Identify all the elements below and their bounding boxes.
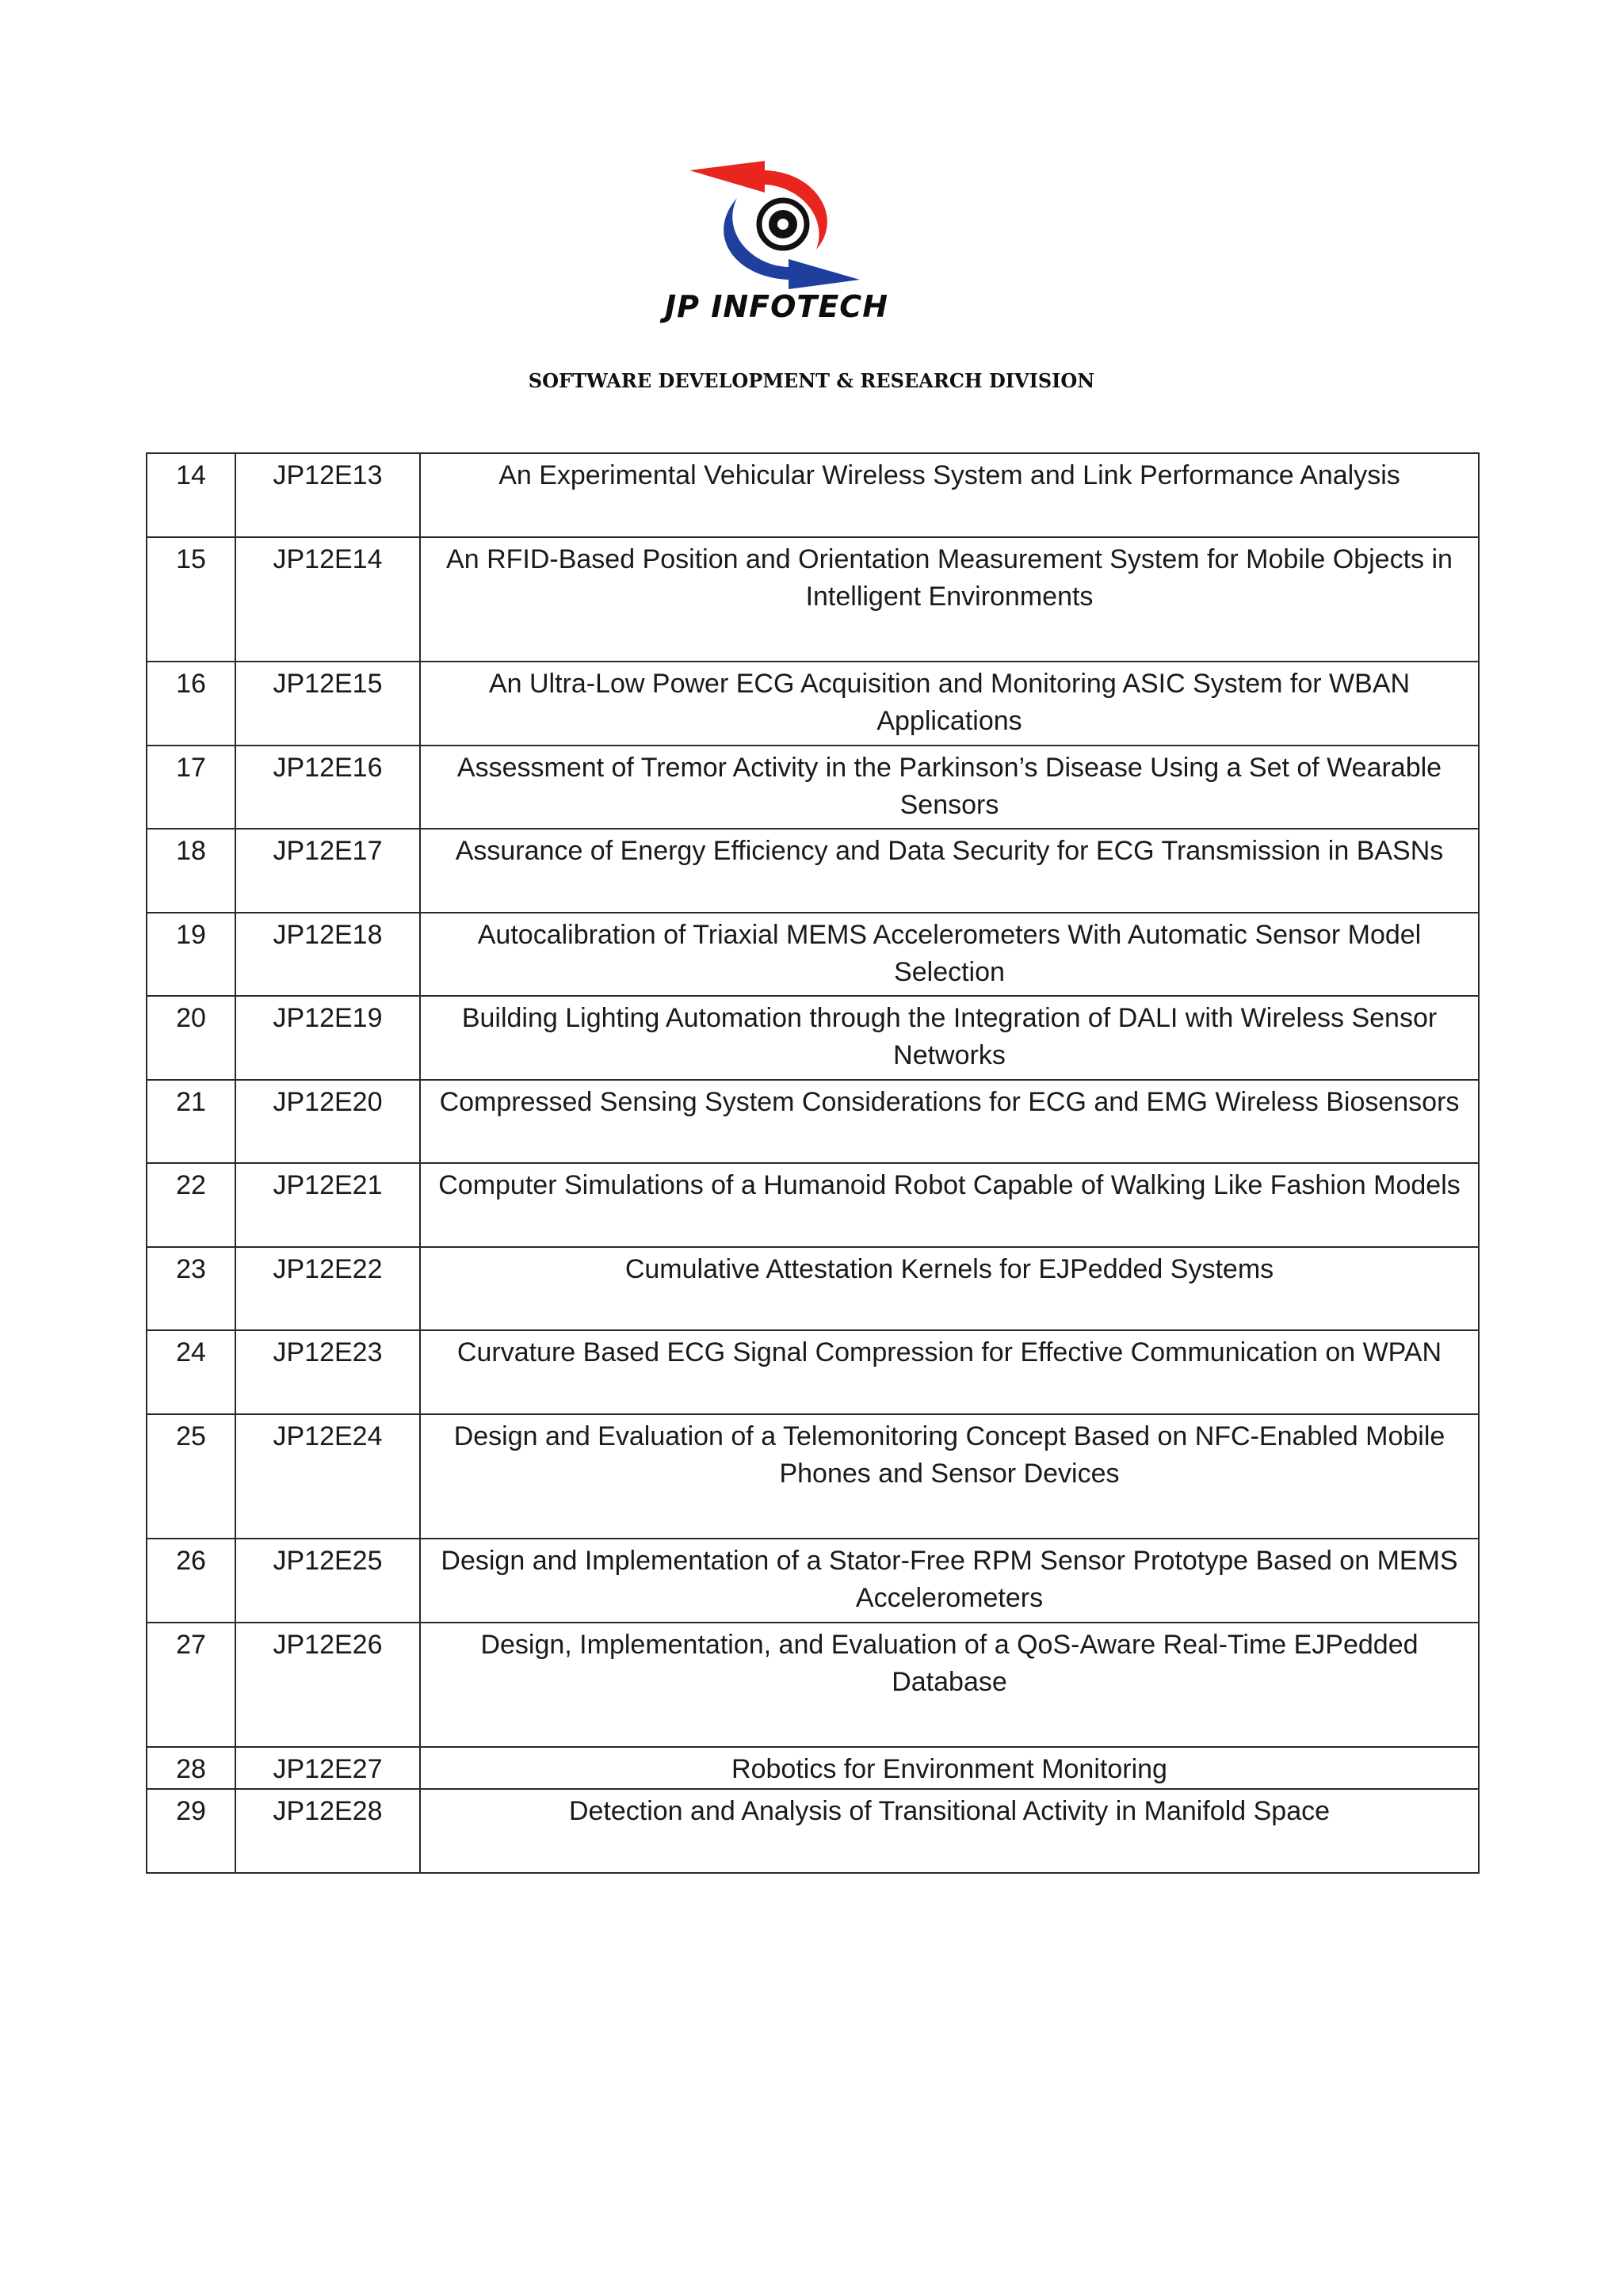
project-title: An Ultra-Low Power ECG Acquisition and Monitoring ASIC System for WBAN Applications bbox=[420, 662, 1479, 746]
table-row bbox=[147, 1539, 1479, 1623]
project-code: JP12E27 bbox=[235, 1747, 420, 1789]
serial-number: 16 bbox=[147, 662, 235, 746]
table-row bbox=[147, 662, 1479, 746]
project-title: Building Lighting Automation through the Integration of DALI with Wireless Sensor Networks bbox=[420, 996, 1479, 1080]
project-code: JP12E17 bbox=[235, 829, 420, 913]
serial-number: 24 bbox=[147, 1330, 235, 1414]
project-table bbox=[146, 452, 1480, 1874]
project-title: Computer Simulations of a Humanoid Robot Capable of Walking Like Fashion Models bbox=[420, 1163, 1479, 1247]
project-title: Autocalibration of Triaxial MEMS Accelerometers With Automatic Sensor Model Selection bbox=[420, 913, 1479, 996]
project-code: JP12E25 bbox=[235, 1539, 420, 1623]
project-code: JP12E23 bbox=[235, 1330, 420, 1414]
table-row bbox=[147, 829, 1479, 913]
project-title: Robotics for Environment Monitoring bbox=[420, 1747, 1479, 1789]
project-code: JP12E18 bbox=[235, 913, 420, 996]
project-code: JP12E28 bbox=[235, 1789, 420, 1873]
project-title: Curvature Based ECG Signal Compression for Effective Communication on WPAN bbox=[420, 1330, 1479, 1414]
serial-number: 22 bbox=[147, 1163, 235, 1247]
serial-number: 28 bbox=[147, 1747, 235, 1789]
serial-number: 23 bbox=[147, 1247, 235, 1330]
table-row bbox=[147, 1747, 1479, 1789]
serial-number: 18 bbox=[147, 829, 235, 913]
table-row bbox=[147, 746, 1479, 829]
table-row bbox=[147, 1163, 1479, 1247]
project-title: Design, Implementation, and Evaluation of a QoS-Aware Real-Time EJPedded Database bbox=[420, 1623, 1479, 1747]
table-row bbox=[147, 453, 1479, 537]
table-row bbox=[147, 996, 1479, 1080]
project-title: Detection and Analysis of Transitional Activity in Manifold Space bbox=[420, 1789, 1479, 1873]
project-code: JP12E13 bbox=[235, 453, 420, 537]
project-code: JP12E14 bbox=[235, 537, 420, 662]
project-code: JP12E21 bbox=[235, 1163, 420, 1247]
project-code: JP12E20 bbox=[235, 1080, 420, 1163]
table-row bbox=[147, 913, 1479, 996]
logo-emblem-icon bbox=[658, 154, 896, 289]
serial-number: 25 bbox=[147, 1414, 235, 1539]
project-title: Assurance of Energy Efficiency and Data Security for ECG Transmission in BASNs bbox=[420, 829, 1479, 913]
serial-number: 14 bbox=[147, 453, 235, 537]
serial-number: 17 bbox=[147, 746, 235, 829]
serial-number: 19 bbox=[147, 913, 235, 996]
table-row bbox=[147, 1330, 1479, 1414]
project-title: An Experimental Vehicular Wireless System and Link Performance Analysis bbox=[420, 453, 1479, 537]
serial-number: 26 bbox=[147, 1539, 235, 1623]
serial-number: 15 bbox=[147, 537, 235, 662]
serial-number: 27 bbox=[147, 1623, 235, 1747]
serial-number: 29 bbox=[147, 1789, 235, 1873]
project-title: Design and Evaluation of a Telemonitoring Concept Based on NFC-Enabled Mobile Phones and Sensor Devices bbox=[420, 1414, 1479, 1539]
project-title: Design and Implementation of a Stator-Free RPM Sensor Prototype Based on MEMS Accelerometers bbox=[420, 1539, 1479, 1623]
serial-number: 21 bbox=[147, 1080, 235, 1163]
project-code: JP12E26 bbox=[235, 1623, 420, 1747]
division-heading: SOFTWARE DEVELOPMENT & RESEARCH DIVISION bbox=[528, 369, 1095, 392]
project-title: Compressed Sensing System Considerations for ECG and EMG Wireless Biosensors bbox=[420, 1080, 1479, 1163]
serial-number: 20 bbox=[147, 996, 235, 1080]
table-row bbox=[147, 1623, 1479, 1747]
project-code: JP12E15 bbox=[235, 662, 420, 746]
logo-text: JP INFOTECH bbox=[665, 289, 888, 324]
project-title: Assessment of Tremor Activity in the Parkinson’s Disease Using a Set of Wearable Sensors bbox=[420, 746, 1479, 829]
project-code: JP12E19 bbox=[235, 996, 420, 1080]
table-row bbox=[147, 1789, 1479, 1873]
table-row bbox=[147, 1414, 1479, 1539]
project-code: JP12E16 bbox=[235, 746, 420, 829]
table-row bbox=[147, 1080, 1479, 1163]
project-title: An RFID-Based Position and Orientation Measurement System for Mobile Objects in Intelligent Environments bbox=[420, 537, 1479, 662]
project-title: Cumulative Attestation Kernels for EJPedded Systems bbox=[420, 1247, 1479, 1330]
project-code: JP12E24 bbox=[235, 1414, 420, 1539]
table-row bbox=[147, 1247, 1479, 1330]
company-logo bbox=[658, 154, 896, 337]
table-row bbox=[147, 537, 1479, 662]
project-code: JP12E22 bbox=[235, 1247, 420, 1330]
table-body bbox=[147, 453, 1479, 1873]
